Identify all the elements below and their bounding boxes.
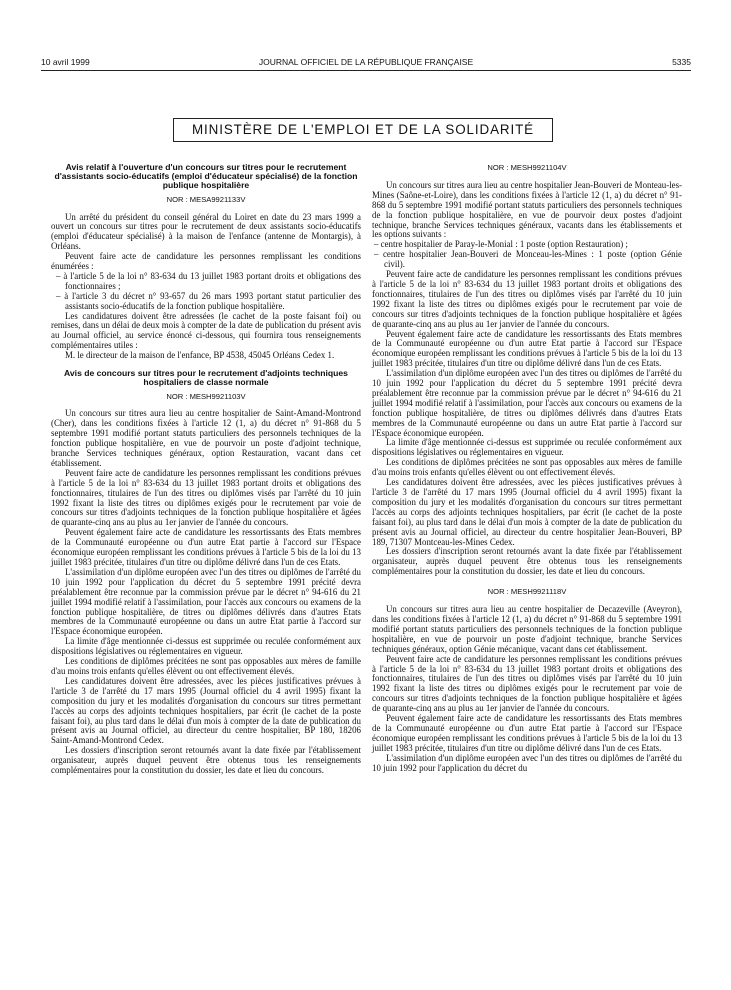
notice-title: Avis relatif à l'ouverture d'un concours sur titres pour le recrutement d'assistants socio-éducatifs (emploi d'éducateur spécialisé) de la fonction publique hospitalière: [54, 162, 358, 191]
nor-reference: NOR : MESA9921133V: [166, 194, 246, 204]
paragraph: L'assimilation d'un diplôme européen avec l'un des titres ou diplômes de l'arrêté du 10 juin 1992 pour l'application du décret du: [372, 752, 682, 773]
list-item: – centre hospitalier de Paray-le-Monial : 1 poste (option Restauration) ;: [374, 239, 628, 250]
paragraph: Un concours sur titres aura lieu au centre hospitalier de Decazeville (Aveyron), dans les conditions fixées à l'article 12 (1, a) du décret n° 91-868 du 5 septembre 1991 modifié portant statuts particuliers des personnels techniques de la fonction publique hospitalière, en vue de pourvoir un poste d'adjoint technique, branche Services techniques généraux, option Génie mécanique, vacant dans cet établissement.: [372, 604, 682, 654]
nor-reference: NOR : MESH9921118V: [487, 587, 567, 597]
paragraph: Peuvent également faire acte de candidature les ressortissants des Etats membres de la Communauté européenne ou d'un autre Etat partie à l'accord sur l'Espace économique européen remplissant les conditions prévues à l'article 5 bis de la loi du 13 juillet 1983 précitée, titulaires d'un titre ou diplôme délivré dans l'un de ces Etats.: [372, 713, 682, 753]
right-column: [372, 163, 682, 773]
header-rule: [41, 70, 691, 71]
paragraph: Les candidatures doivent être adressées, avec les pièces justificatives prévues à l'article 3 de l'arrêté du 17 mars 1995 (Journal officiel du 4 avril 1995) fixant la composition du jury et les modalités d'organisation du concours sur titres permettant l'accès au corps des adjoints techniques hospitaliers, par écrit (le cachet de la poste faisant foi), au plus tard dans le délai d'un mois à compter de la date de publication du présent avis au Journal officiel, au directeur du centre hospitalier Jean-Bouveri, BP 189, 71307 Montceau-les-Mines Cedex.: [372, 477, 682, 547]
left-column: [51, 163, 361, 776]
paragraph: Un concours sur titres aura lieu au centre hospitalier Jean-Bouveri de Monteau-les-Mines (Saône-et-Loire), dans les conditions fixées à l'article 12 (1, a) du décret n° 91-868 du 5 septembre 1991 modifié portant statuts particuliers des personnels techniques de la fonction publique hospitalière, en vue de pourvoir deux postes d'adjoint technique, branche Services techniques généraux, vacants dans les établissements et les options suivants :: [372, 179, 682, 240]
paragraph: La limite d'âge mentionnée ci-dessus est supprimée ou reculée conformément aux dispositions législatives ou réglementaires en vigueur.: [51, 636, 361, 657]
nor-reference: NOR : MESH9921104V: [487, 163, 567, 172]
paragraph: Peuvent faire acte de candidature les personnes remplissant les conditions prévues à l'article 5 de la loi n° 83-634 du 13 juillet 1983 portant droits et obligations des fonctionnaires, titulaires de l'un des titres ou diplômes visés par l'arrêté du 10 juin 1992 fixant la liste des titres ou diplômes exigés pour le recrutement par voie de concours sur titres d'adjoints techniques de la fonction publique hospitalière et âgées de quarante-cinq ans au plus au 1er janvier de l'année du concours.: [51, 467, 361, 528]
paragraph: Les conditions de diplômes précitées ne sont pas opposables aux mères de famille d'au moins trois enfants qu'elles élèvent ou ont effectivement élevés.: [51, 656, 361, 676]
paragraph: La limite d'âge mentionnée ci-dessus est supprimée ou reculée conformément aux dispositions législatives ou réglementaires en vigueur.: [372, 437, 682, 458]
paragraph: Les candidatures doivent être adressées, avec les pièces justificatives prévues à l'article 3 de l'arrêté du 17 mars 1995 (Journal officiel du 4 avril 1995) fixant la composition du jury et les modalités d'organisation du concours sur titres permettant l'accès au corps des adjoints techniques hospitaliers, par écrit (le cachet de la poste faisant foi), au plus tard dans le délai d'un mois à compter de la date de publication du présent avis au Journal officiel, au directeur du centre hospitalier, BP 180, 18206 Saint-Amand-Montrond Cedex.: [51, 675, 361, 746]
list-item: – centre hospitalier Jean-Bouveri de Monceau-les-Mines : 1 poste (option Génie civil).: [374, 249, 682, 270]
paragraph: L'assimilation d'un diplôme européen avec l'un des titres ou diplômes de l'arrêté du 10 juin 1992 pour l'application du décret du 5 septembre 1991 précité devra préalablement être reconnue par la commission prévue par le décret n° 94-616 du 21 juillet 1994 modifié relatif à l'assimilation, pour l'accès aux concours ou examens de la fonction publique hospitalière, de titres ou diplômes délivrés dans d'autres Etats membres de la Communauté européenne ou dans un autre Etat partie à l'accord sur l'Espace économique européen.: [372, 368, 682, 438]
ministry-heading: MINISTÈRE DE L'EMPLOI ET DE LA SOLIDARITÉ: [173, 118, 553, 142]
paragraph: Un concours sur titres aura lieu au centre hospitalier de Saint-Amand-Montrond (Cher), dans les conditions fixées à l'article 12 (1, a) du décret n° 91-868 du 5 septembre 1991 modifié portant statuts particuliers des personnels techniques de la fonction publique hospitalière, en vue de pourvoir un poste d'adjoint technique, branche Services techniques généraux, option Restauration, vacant dans cet établissement.: [51, 408, 361, 468]
paragraph: Peuvent faire acte de candidature les personnes remplissant les conditions énumérées :: [51, 251, 361, 272]
issue-date: 10 avril 1999: [41, 57, 90, 67]
list-item: – à l'article 3 du décret n° 93-657 du 26 mars 1993 portant statut particulier des assistants socio-éducatifs de la fonction publique hospitalière.: [56, 290, 361, 311]
paragraph: Les conditions de diplômes précitées ne sont pas opposables aux mères de famille d'au moins trois enfants qu'elles élèvent ou ont effectivement élevés.: [372, 457, 682, 478]
paragraph: Les dossiers d'inscription seront retournés avant la date fixée par l'établissement organisateur, auprès duquel peuvent être obtenus tous les renseignements complémentaires pour la constitution du dossier, les date et lieu du concours.: [51, 745, 361, 776]
nor-reference: NOR : MESH9921103V: [166, 391, 246, 401]
paragraph: Les candidatures doivent être adressées (le cachet de la poste faisant foi) ou remises, dans un délai de deux mois à compter de la date de publication du présent avis au Journal officiel, au service énoncé ci-dessous, qui fournira tous renseignements complémentaires utiles :: [51, 310, 361, 351]
notice-title: Avis de concours sur titres pour le recrutement d'adjoints techniques hospitaliers de classe normale: [64, 368, 348, 388]
paragraph: Peuvent également faire acte de candidature les ressortissants des Etats membres de la Communauté européenne ou d'un autre Etat partie à l'accord sur l'Espace économique européen remplissant les conditions prévues à l'article 5 bis de la loi du 13 juillet 1983 précitée, titulaires d'un titre ou diplôme délivré dans l'un de ces Etats.: [372, 328, 682, 369]
paragraph: Peuvent faire acte de candidature les personnes remplissant les conditions prévues à l'article 5 de la loi n° 83-634 du 13 juillet 1983 portant droits et obligations des fonctionnaires, titulaires de l'un des titres ou diplômes visés par l'arrêté du 10 juin 1992 fixant la liste des titres ou diplômes exigés pour le recrutement par voie de concours sur titres d'adjoints techniques de la fonction publique hospitalière et âgées de quarante-cinq ans au plus au 1er janvier de l'année du concours.: [372, 269, 682, 329]
paragraph: Peuvent faire acte de candidature les personnes remplissant les conditions prévues à l'article 5 de la loi n° 83-634 du 13 juillet 1983 portant droits et obligations des fonctionnaires, titulaires de l'un des titres ou diplômes visés par l'arrêté du 10 juin 1992 fixant la liste des titres ou diplômes exigés pour le recrutement par voie de concours sur titres d'adjoints techniques de la fonction publique hospitalière et âgées de quarante-cinq ans au plus au 1er janvier de l'année du concours.: [372, 653, 682, 714]
paragraph: L'assimilation d'un diplôme européen avec l'un des titres ou diplômes de l'arrêté du 10 juin 1992 pour l'application du décret du 5 septembre 1991 précité devra préalablement être reconnue par la commission prévue par le décret n° 94-616 du 21 juillet 1994 modifié relatif à l'assimilation, pour l'accès aux concours ou examens de la fonction publique hospitalière, de titres ou diplômes délivrés dans d'autres Etats membres de la Communauté européenne ou dans un autre Etat partie à l'accord sur l'Espace économique européen.: [51, 566, 361, 637]
paragraph: M. le directeur de la maison de l'enfance, BP 4538, 45045 Orléans Cedex 1.: [65, 350, 335, 361]
journal-title: JOURNAL OFFICIEL DE LA RÉPUBLIQUE FRANÇAISE: [258, 57, 474, 67]
paragraph: Peuvent également faire acte de candidature les ressortissants des Etats membres de la Communauté européenne ou d'un autre Etat partie à l'accord sur l'Espace économique européen remplissant les conditions prévues à l'article 5 bis de la loi du 13 juillet 1983 précitée, titulaires d'un titre ou diplôme délivré dans l'un de ces Etats.: [51, 527, 361, 568]
list-item: – à l'article 5 de la loi n° 83-634 du 13 juillet 1983 portant droits et obligations des fonctionnaires ;: [56, 270, 361, 291]
paragraph: Les dossiers d'inscription seront retournés avant la date fixée par l'établissement organisateur, auprès duquel peuvent être obtenus tous les renseignements complémentaires pour la constitution du dossier, les date et lieu du concours.: [372, 546, 682, 577]
paragraph: Un arrêté du président du conseil général du Loiret en date du 23 mars 1999 a ouvert un concours sur titres pour le recrutement de deux assistants socio-éducatifs (emploi d'éducateur spécialisé) à la maison de l'enfance (antenne de Montargis), à Orléans.: [51, 211, 361, 252]
page-number: 5335: [672, 57, 691, 67]
